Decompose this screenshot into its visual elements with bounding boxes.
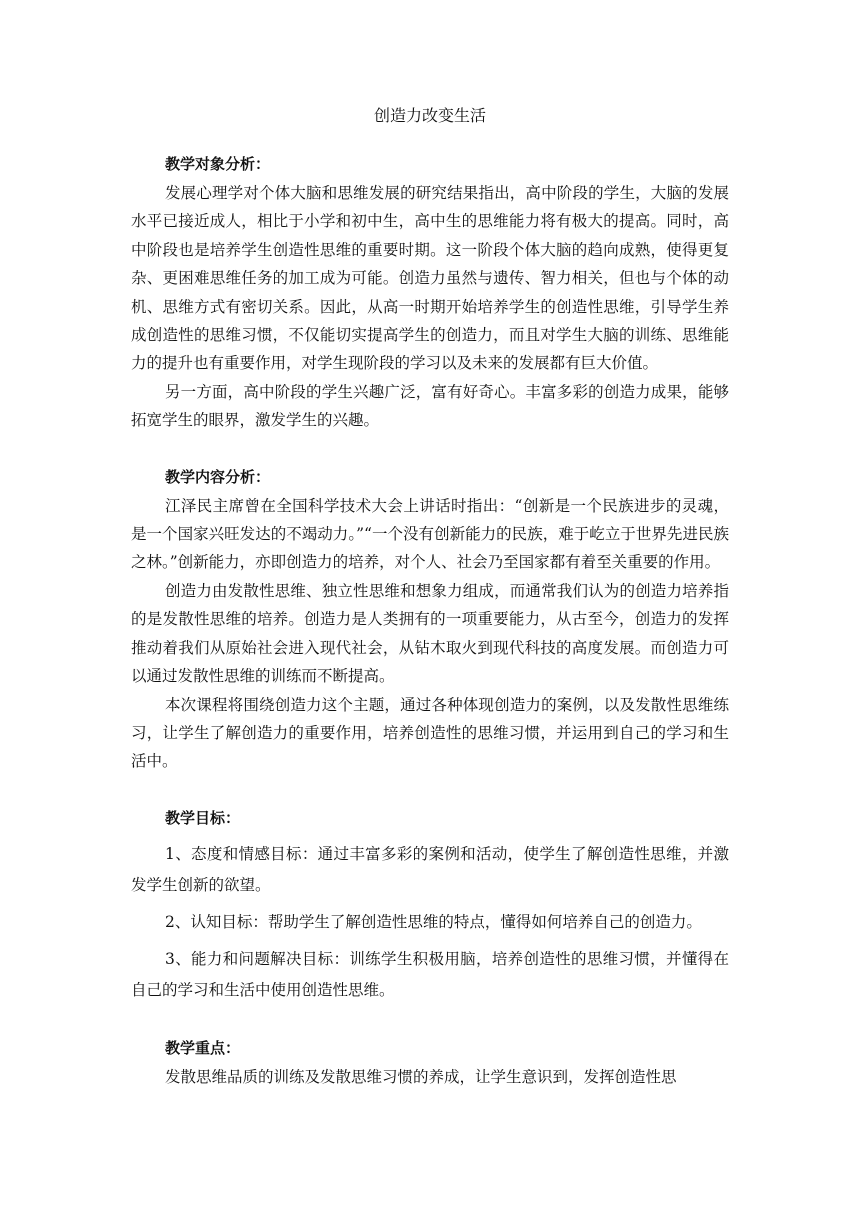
section-heading: 教学目标： [165,808,241,827]
section-spacer [131,1012,729,1034]
paragraph: 发展心理学对个体大脑和思维发展的研究结果指出，高中阶段的学生，大脑的发展水平已接近成人，相比于小学和初中生，高中生的思维能力将有极大的提高。同时，高中阶段也是培养学生创造性思维的重要时期。这一阶段个体大脑的趋向成熟，使得更复杂、更困难思维任务的加工成为可能。创造力虽然与遗传、智力相关，但也与个体的动机、思维方式有密切关系。因此，从高一时期开始培养学生的创造性思维，引导学生养成创造性的思维习惯，不仅能切实提高学生的创造力，而且对学生大脑的训练、思维能力的提升也有重要作用，对学生现阶段的学习以及未来的发展都有巨大价值。 [131,184,729,373]
section-teaching-objectives [131,804,729,1006]
objective-item: 3、能力和问题解决目标：训练学生积极用脑，培养创造性的思维习惯，并懂得在自己的学习和生活中使用创造性思维。 [131,949,729,999]
section-spacer [131,435,729,463]
section-heading: 教学内容分析： [165,467,271,486]
paragraph: 江泽民主席曾在全国科学技术大会上讲话时指出：“创新是一个民族进步的灵魂，是一个国家兴旺发达的不竭动力。”“一个没有创新能力的民族，难于屹立于世界先进民族之林。”创新能力，亦即创造力的培养，对个人、社会乃至国家都有着至关重要的作用。 [131,496,729,572]
objective-item: 2、认知目标：帮助学生了解创造性思维的特点，懂得如何培养自己的创造力。 [165,912,702,931]
section-heading: 教学重点： [165,1038,241,1057]
paragraph: 另一方面，高中阶段的学生兴趣广泛，富有好奇心。丰富多彩的创造力成果，能够拓宽学生的眼界，激发学生的兴趣。 [131,382,729,430]
objective-item: 1、态度和情感目标：通过丰富多彩的案例和活动，使学生了解创造性思维，并激发学生创新的欲望。 [131,844,729,894]
section-heading: 教学对象分析： [165,155,271,173]
section-student-analysis [131,150,729,435]
document-body [131,150,729,1091]
paragraph: 本次课程将围绕创造力这个主题，通过各种体现创造力的案例，以及发散性思维练习，让学生了解创造力的重要作用，培养创造性的思维习惯，并运用到自己的学习和生活中。 [131,695,729,771]
paragraph: 发散思维品质的训练及发散思维习惯的养成，让学生意识到，发挥创造性思 [165,1067,677,1086]
document-title: 创造力改变生活 [373,106,486,125]
section-teaching-focus [131,1034,729,1091]
section-spacer [131,776,729,804]
section-content-analysis [131,463,729,776]
paragraph: 创造力由发散性思维、独立性思维和想象力组成，而通常我们认为的创造力培养指的是发散性思维的培养。创造力是人类拥有的一项重要能力，从古至今，创造力的发挥推动着我们从原始社会进入现代社会，从钻木取火到现代科技的高度发展。而创造力可以通过发散性思维的训练而不断提高。 [131,581,729,686]
